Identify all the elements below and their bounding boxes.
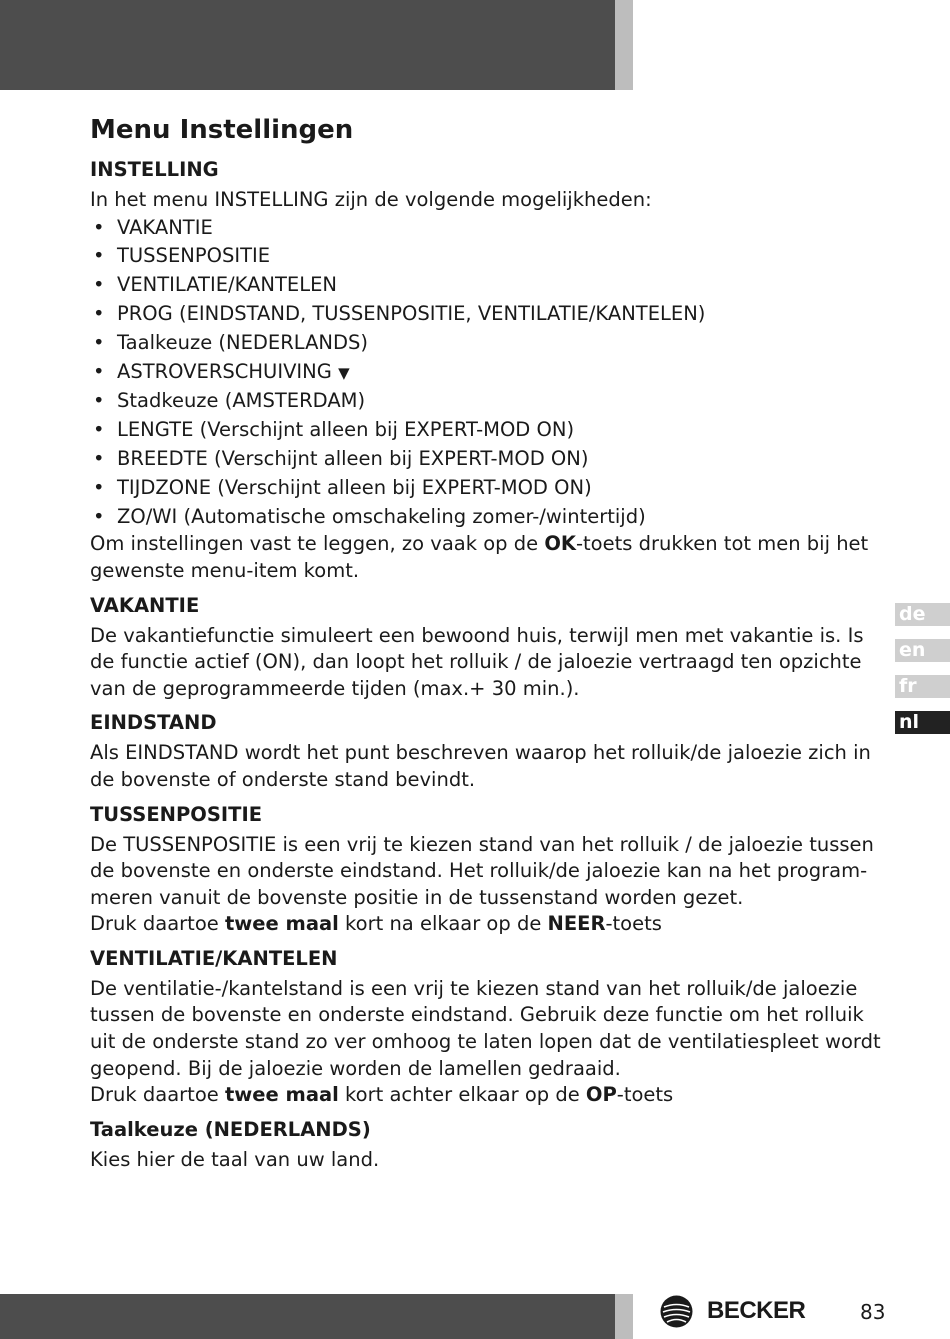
bullet: • [93, 301, 105, 325]
list-item: • ASTROVERSCHUIVING ▼ [90, 358, 890, 388]
footer-bar [0, 1294, 615, 1339]
taalkeuze-text: Kies hier de taal van uw land. [90, 1147, 380, 1171]
tussenpositie-action: Druk daartoe twee maal kort na elkaar op de NEER-toets [90, 912, 662, 936]
language-tab-en: en [895, 639, 950, 662]
list-item: • VENTILATIE/KANTELEN [90, 271, 890, 300]
section-heading-instelling: INSTELLING [90, 158, 219, 181]
becker-logo-icon [660, 1295, 693, 1328]
bullet: • [93, 389, 105, 413]
list-item: • Taalkeuze (NEDERLANDS) [90, 329, 890, 358]
list-item: • VAKANTIE [90, 214, 890, 243]
brand-name: BECKER [707, 1297, 806, 1324]
ventilatie-text: De ventilatie-/kantelstand is een vrij te kiezen stand van het rolluik/de jaloezie tussen de bovenste en onderste eindstand. Gebruik deze functie om het rolluik uit de onderste stand zo ver omhoog te laten lopen dat de ventilatiespleet wordt geopend. Bij de jaloezie worden de lamellen gedraaid. [90, 976, 881, 1080]
footer-bar-edge [615, 1294, 633, 1339]
list-item: • LENGTE (Verschijnt alleen bij EXPERT-MOD ON) [90, 416, 890, 445]
instelling-options-list [90, 214, 890, 532]
section-heading-vakantie: VAKANTIE [90, 593, 200, 617]
bullet: • [93, 215, 105, 239]
page-title: Menu Instellingen [90, 115, 354, 145]
language-tab-fr: fr [895, 675, 950, 698]
becker-logo [660, 1294, 805, 1328]
header-bar-edge [615, 0, 633, 90]
list-item: • BREEDTE (Verschijnt alleen bij EXPERT-MOD ON) [90, 445, 890, 474]
triangle-down-icon: ▼ [338, 363, 350, 382]
bullet: • [93, 418, 105, 442]
section-heading-tussenpositie: TUSSENPOSITIE [90, 802, 263, 826]
vakantie-text: De vakantiefunctie simuleert een bewoond huis, terwijl men met vakantie is. Is de functie actief (ON), dan loopt het rolluik / de jaloezie vertraagd ten opzichte van de geprogrammeerde tijden (max.+ 30 min.). [90, 623, 864, 700]
eindstand-text: Als EINDSTAND wordt het punt beschreven waarop het rolluik/de jaloezie zich in de bovenste of onderste stand bevindt. [90, 741, 871, 791]
section-heading-eindstand: EINDSTAND [90, 711, 217, 735]
list-item: • TIJDZONE (Verschijnt alleen bij EXPERT-MOD ON) [90, 474, 890, 503]
list-item: • PROG (EINDSTAND, TUSSENPOSITIE, VENTILATIE/KANTELEN) [90, 300, 890, 329]
section-heading-taalkeuze: Taalkeuze (NEDERLANDS) [90, 1117, 371, 1141]
list-item: • Stadkeuze (AMSTERDAM) [90, 387, 890, 416]
page-number: 83 [860, 1300, 886, 1324]
ventilatie-action: Druk daartoe twee maal kort achter elkaar op de OP-toets [90, 1083, 674, 1107]
bullet: • [93, 359, 105, 383]
page-content [90, 113, 890, 1173]
instelling-outro: Om instellingen vast te leggen, zo vaak op de OK-toets drukken tot men bij het gewenste menu-item komt. [90, 532, 869, 582]
bullet: • [93, 504, 105, 528]
bullet: • [93, 475, 105, 499]
language-tabs [895, 603, 950, 747]
list-item: • ZO/WI (Automatische omschakeling zomer-/wintertijd) [90, 503, 890, 532]
section-heading-ventilatie: VENTILATIE/KANTELEN [90, 946, 338, 970]
bullet: • [93, 446, 105, 470]
bullet: • [93, 273, 105, 297]
language-tab-de: de [895, 603, 950, 626]
bullet: • [93, 330, 105, 354]
header-bar [0, 0, 615, 90]
language-tab-nl: nl [895, 711, 950, 734]
instelling-intro: In het menu INSTELLING zijn de volgende mogelijkheden: [90, 188, 652, 211]
tussenpositie-text: De TUSSENPOSITIE is een vrij te kiezen stand van het rolluik / de jaloezie tussen de bovenste en onderste eindstand. Het rolluik/de jaloezie kan na het program-meren vanuit de bovenste positie in de tussenstand worden gezet. [90, 832, 874, 909]
list-item: • TUSSENPOSITIE [90, 242, 890, 271]
bullet: • [93, 244, 105, 268]
